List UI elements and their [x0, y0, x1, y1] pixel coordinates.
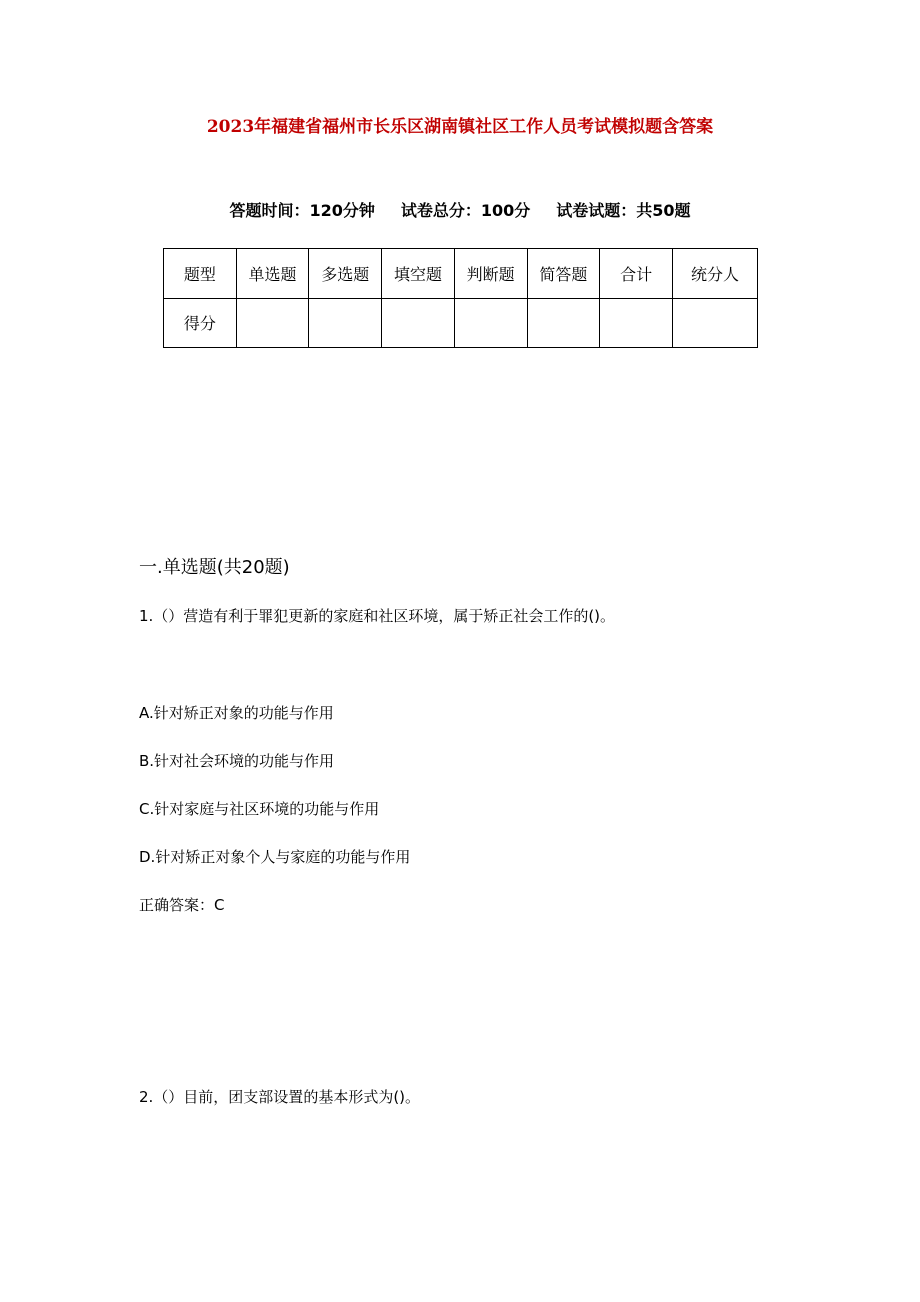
- score-cell: [454, 298, 527, 348]
- question-1-text: 1.（）营造有利于罪犯更新的家庭和社区环境，属于矫正社会工作的()。: [139, 607, 616, 625]
- question-1-option-d: D.针对矫正对象个人与家庭的功能与作用: [139, 848, 411, 866]
- question-1-answer: 正确答案：C: [139, 896, 225, 914]
- score-cell: [236, 298, 309, 348]
- section-heading: 一.单选题(共20题): [139, 557, 290, 578]
- score-table: [163, 248, 758, 348]
- document-title: 2023年福建省福州市长乐区湖南镇社区工作人员考试模拟题含答案: [206, 117, 714, 137]
- header-cell: 单选题: [236, 249, 309, 299]
- header-cell: 合计: [600, 249, 673, 299]
- score-table-header-row: [164, 249, 758, 299]
- header-cell: 统分人: [673, 249, 758, 299]
- exam-question-count: 试卷试题：共50题: [556, 201, 691, 220]
- header-cell: 判断题: [454, 249, 527, 299]
- question-1-option-a: A.针对矫正对象的功能与作用: [139, 704, 334, 722]
- row-label-cell: 得分: [164, 298, 237, 348]
- header-cell: 多选题: [309, 249, 382, 299]
- exam-total-score: 试卷总分：100分: [400, 201, 531, 220]
- exam-info: [0, 198, 920, 221]
- score-table-score-row: [164, 298, 758, 348]
- question-1-option-c: C.针对家庭与社区环境的功能与作用: [139, 800, 380, 818]
- question-2-text: 2.（）目前，团支部设置的基本形式为()。: [139, 1088, 421, 1106]
- header-cell: 题型: [164, 249, 237, 299]
- header-cell: 简答题: [527, 249, 600, 299]
- score-cell: [309, 298, 382, 348]
- question-1-option-b: B.针对社会环境的功能与作用: [139, 752, 335, 770]
- header-cell: 填空题: [382, 249, 455, 299]
- score-cell: [673, 298, 758, 348]
- score-cell: [382, 298, 455, 348]
- score-cell: [600, 298, 673, 348]
- exam-time: 答题时间：120分钟: [229, 201, 375, 220]
- score-cell: [527, 298, 600, 348]
